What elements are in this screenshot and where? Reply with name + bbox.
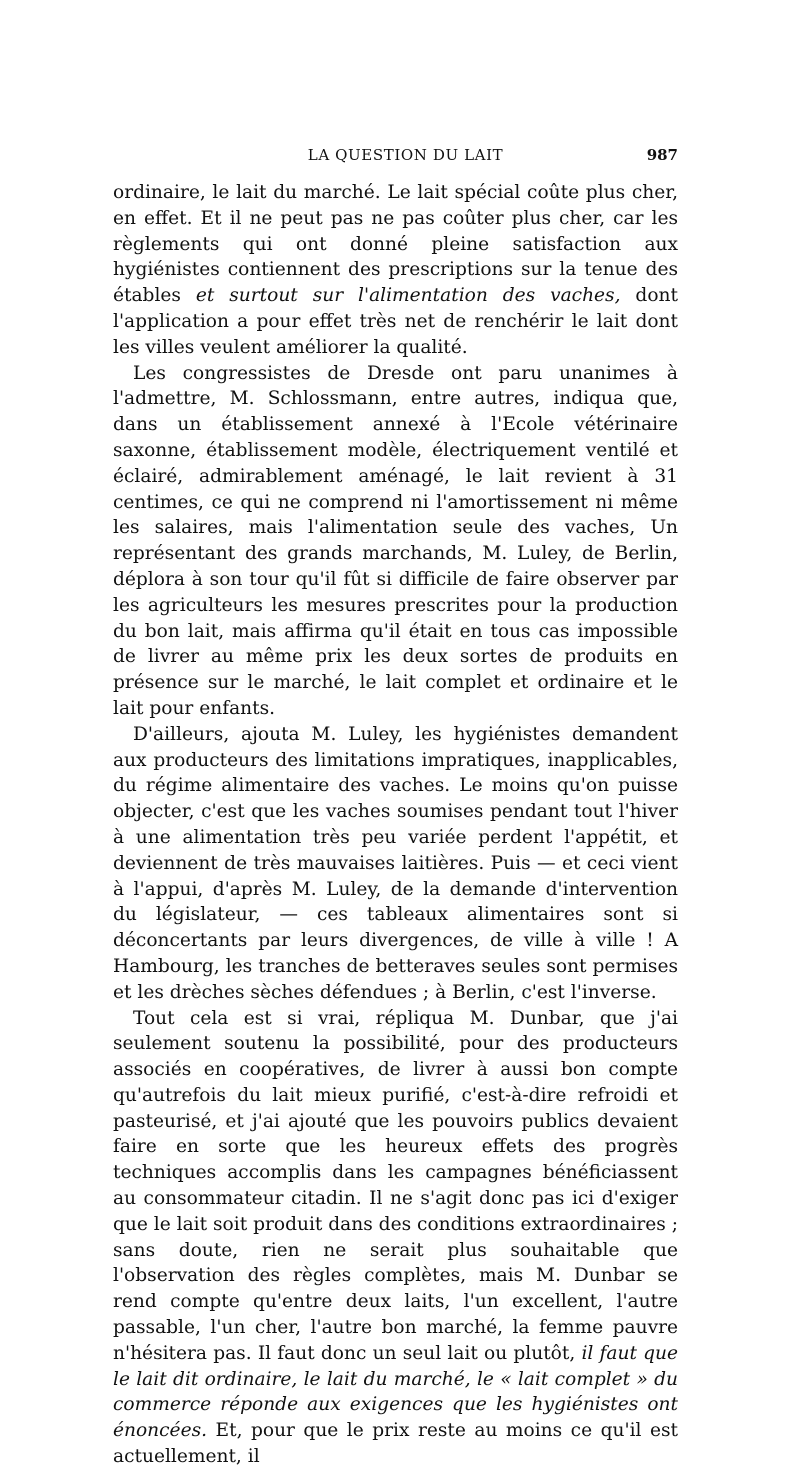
running-title: LA QUESTION DU LAIT bbox=[307, 146, 504, 164]
text-segment: dont l'application a pour effet très net de renchérir le lait dont les villes veulent améliorer la qualité. bbox=[113, 285, 678, 358]
body-text bbox=[113, 180, 678, 1470]
page-header bbox=[113, 146, 678, 170]
text-segment: ordinaire, le lait du marché. Le lait spécial coûte plus cher, en effet. Et il ne peut pas ne pas coûter plus cher, car les règlements qui ont donné pleine satisfaction aux hygiénistes contiennent des prescriptions sur la tenue des étables bbox=[113, 182, 678, 307]
text-segment: Tout cela est si vrai, répliqua M. Dunbar, que j'ai seulement soutenu la possibilité, pour des producteurs associés en coopératives, de livrer à aussi bon compte qu'autrefois du lait mieux purifié, c'est-à-dire refroidi et pasteurisé, et j'ai ajouté que les pouvoirs publics devaient faire en sorte que les heureux effets des progrès techniques accomplis dans les campagnes bénéficiassent au consommateur citadin. Il ne s'agit donc pas ici d'exiger que le lait soit produit dans des conditions extraordinaires ; sans doute, rien ne serait plus souhaitable que l'observation des règles complètes, mais M. Dunbar se rend compte qu'entre deux laits, l'un excellent, l'autre passable, l'un cher, l'autre bon marché, la femme pauvre n'hésitera pas. Il faut donc un seul lait ou plutôt, bbox=[113, 1007, 679, 1364]
paragraph-continued bbox=[113, 180, 678, 361]
paragraph bbox=[113, 361, 678, 722]
paragraph bbox=[113, 1006, 678, 1470]
italic-segment: il faut que le lait dit ordinaire, le lait du marché, le « lait complet » du commerce réponde aux exigences que les hygiénistes ont énoncées. bbox=[113, 1342, 679, 1442]
text-segment: Les congressistes de Dresde ont paru unanimes à l'admettre, M. Schlossmann, entre autres, indiqua que, dans un établissement annexé à l'Ecole vétérinaire saxonne, établissement modèle, électriquement ventilé et éclairé, admirablement aménagé, le lait revient à 31 centimes, ce qui ne comprend ni l'amortissement ni même les salaires, mais l'alimentation seule des vaches, Un représentant des grands marchands, M. Luley, de Berlin, déplora à son tour qu'il fût si difficile de faire observer par les agriculteurs les mesures prescrites pour la production du bon lait, mais affirma qu'il était en tous cas impossible de livrer au même prix les deux sortes de produits en présence sur le marché, le lait complet et ordinaire et le lait pour enfants. bbox=[113, 362, 678, 719]
italic-segment: et surtout sur l'alimentation des vaches, bbox=[195, 285, 621, 307]
text-segment: Et, pour que le prix reste au moins ce qu'il est actuellement, il bbox=[113, 1420, 678, 1468]
page-number: 987 bbox=[646, 146, 678, 164]
paragraph bbox=[113, 722, 678, 1006]
text-segment: D'ailleurs, ajouta M. Luley, les hygiénistes demandent aux producteurs des limitations impratiques, inapplicables, du régime alimentaire des vaches. Le moins qu'on puisse objecter, c'est que les vaches soumises pendant tout l'hiver à une alimentation très peu variée perdent l'appétit, et deviennent de très mauvaises laitières. Puis — et ceci vient à l'appui, d'après M. Luley, de la demande d'intervention du législateur, — ces tableaux alimentaires sont si déconcertants par leurs divergences, de ville à ville ! A Hambourg, les tranches de betteraves seules sont permises et les drèches sèches défendues ; à Berlin, c'est l'inverse. bbox=[113, 723, 678, 1003]
